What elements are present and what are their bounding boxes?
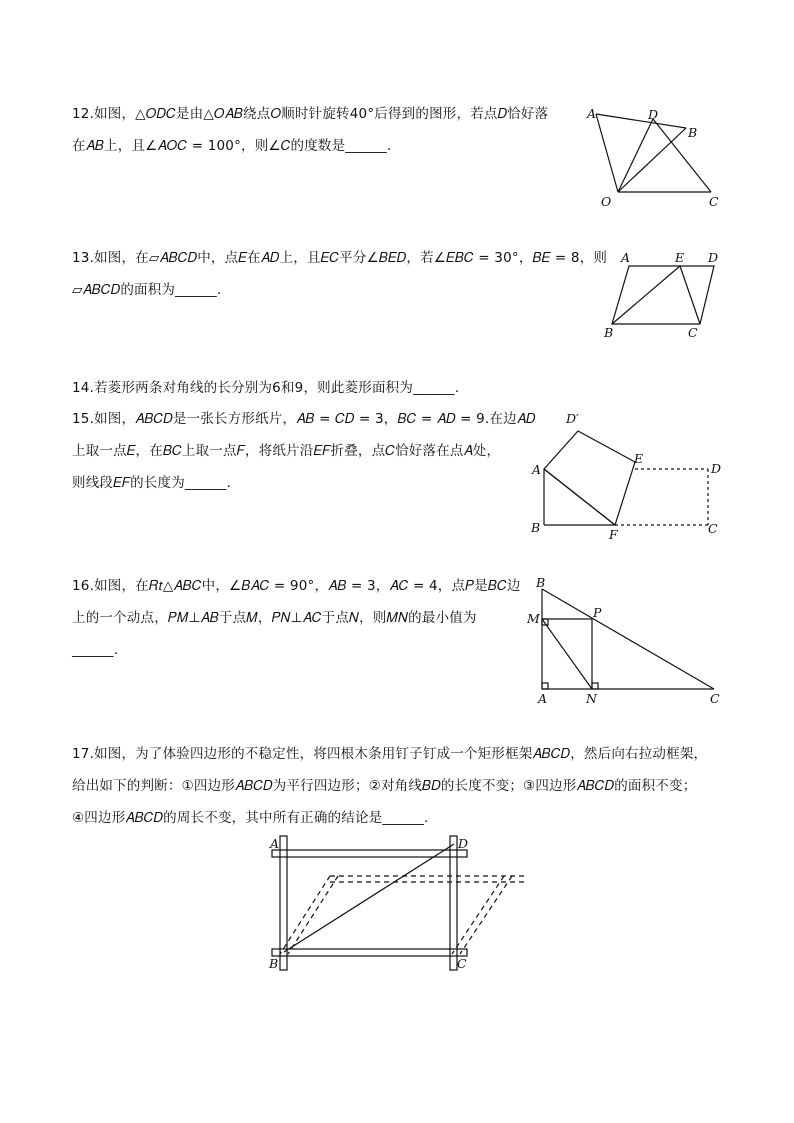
question-12-line-1: 12.如图，△𝑂𝐷𝐶是由△𝑂𝐴𝐵绕点𝑂顺时针旋转40°后得到的图形，若点𝐷恰好落 [72, 106, 549, 122]
fig15-label-f: F [609, 527, 618, 542]
fig13-label-b: B [604, 325, 614, 340]
fig13-label-e: E [675, 250, 685, 265]
question-16-line-2: 上的一个动点，𝑃𝑀⊥𝐴𝐵于点𝑀，𝑃𝑁⊥𝐴𝐶于点𝑁，则𝑀𝑁的最小值为 [72, 610, 477, 626]
question-14 [72, 372, 459, 404]
fig15-label-d-prime: D′ [566, 411, 579, 426]
figure-12-rotated-triangles [580, 100, 730, 215]
figure-15-folded-rectangle [528, 405, 728, 545]
fig15-label-a: A [532, 462, 542, 477]
question-12-line-2: 在𝐴𝐵上，且∠𝐴𝑂𝐶 = 100°，则∠𝐶的度数是______. [72, 138, 392, 154]
fig17-label-c: C [457, 956, 467, 971]
fig16-label-c: C [710, 691, 720, 706]
question-13 [72, 242, 607, 306]
fig13-label-d: D [708, 250, 719, 265]
fig12-label-d: D [648, 107, 659, 122]
fig13-label-c: C [688, 325, 698, 340]
fig12-label-a: A [587, 106, 597, 121]
question-17-line-1: 17.如图，为了体验四边形的不稳定性，将四根木条用钉子钉成一个矩形框架𝐴𝐵𝐶𝐷，然后向右拉动框架， [72, 746, 708, 762]
question-13-line-2: ▱𝐴𝐵𝐶𝐷的面积为______. [72, 282, 222, 298]
fig12-label-b: B [688, 125, 698, 140]
fig16-label-n: N [586, 691, 597, 706]
fig12-label-o: O [601, 194, 612, 209]
figure-17-wooden-frame [262, 832, 532, 977]
question-12 [72, 98, 548, 162]
fig17-label-b: B [269, 956, 279, 971]
question-17-line-2: 给出如下的判断：①四边形𝐴𝐵𝐶𝐷为平行四边形；②对角线𝐵𝐷的长度不变；③四边形𝐴𝐵𝐶𝐷的面积不变； [72, 778, 697, 794]
fig17-label-d: D [458, 836, 469, 851]
question-16 [72, 570, 521, 666]
question-16-line-3: ______. [72, 642, 119, 658]
fig15-label-c: C [708, 521, 718, 536]
fig16-label-a: A [538, 691, 548, 706]
question-15 [72, 403, 536, 499]
question-17-line-3: ④四边形𝐴𝐵𝐶𝐷的周长不变，其中所有正确的结论是______. [72, 810, 429, 826]
figure-13-parallelogram [598, 248, 728, 343]
fig16-label-p: P [593, 605, 602, 620]
question-17 [72, 738, 707, 834]
fig13-label-a: A [621, 250, 631, 265]
fig16-label-b: B [536, 575, 546, 590]
figure-16-right-triangle [520, 575, 730, 710]
fig15-label-e: E [634, 451, 644, 466]
fig12-label-c: C [709, 194, 719, 209]
question-15-line-2: 上取一点𝐸，在𝐵𝐶上取一点𝐹，将纸片沿𝐸𝐹折叠，点𝐶恰好落在点𝐴处， [72, 443, 501, 459]
question-13-line-1: 13.如图，在▱𝐴𝐵𝐶𝐷中，点𝐸在𝐴𝐷上，且𝐸𝐶平分∠𝐵𝐸𝐷，若∠𝐸𝐵𝐶 = 30°，𝐵𝐸 = 8，则 [72, 250, 608, 266]
question-15-line-3: 则线段𝐸𝐹的长度为______. [72, 475, 232, 491]
question-16-line-1: 16.如图，在𝑅𝑡△𝐴𝐵𝐶中，∠𝐵𝐴𝐶 = 90°，𝐴𝐵 = 3，𝐴𝐶 = 4，点𝑃是𝐵𝐶边 [72, 578, 521, 594]
question-14-line-1: 14.若菱形两条对角线的长分别为6和9，则此菱形面积为______. [72, 380, 460, 396]
question-15-line-1: 15.如图，𝐴𝐵𝐶𝐷是一张长方形纸片，𝐴𝐵 = 𝐶𝐷 = 3，𝐵𝐶 = 𝐴𝐷 = 9.在边𝐴𝐷 [72, 411, 536, 427]
fig15-label-b: B [531, 520, 541, 535]
fig15-label-d: D [711, 461, 722, 476]
fig17-label-a: A [270, 836, 280, 851]
fig16-label-m: M [527, 611, 540, 626]
